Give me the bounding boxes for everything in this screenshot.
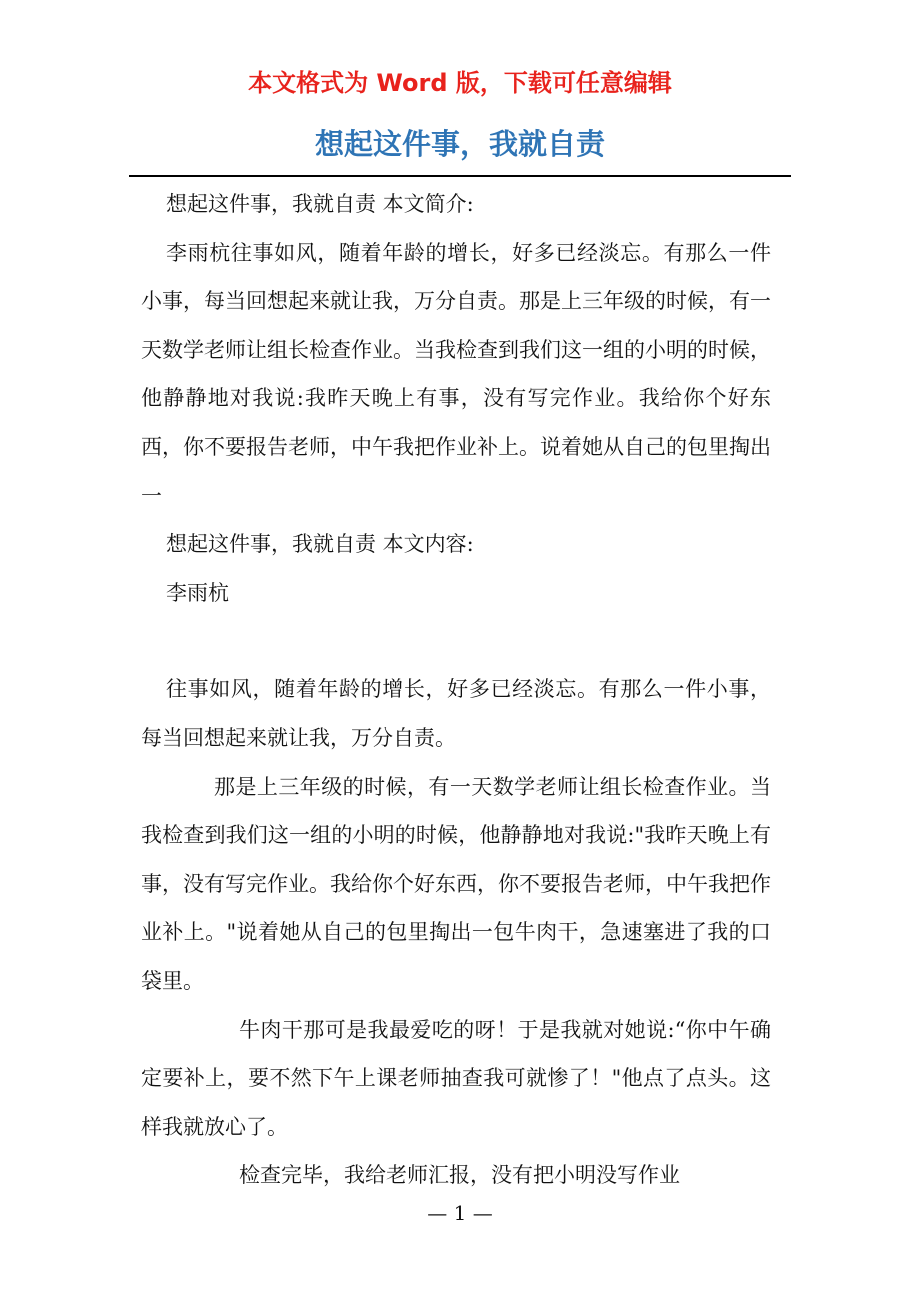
body-paragraph: 牛肉干那可是我最爱吃的呀！于是我就对她说:“你中午确定要补上，要不然下午上课老师抽查我可就惨了！"他点了点头。这样我就放心了。 — [141, 1017, 771, 1139]
body-paragraph: 检查完毕，我给老师汇报，没有把小明没写作业 — [239, 1163, 680, 1188]
content-heading: 想起这件事，我就自责 本文内容: — [166, 532, 474, 557]
page-number: — 1 — — [427, 1201, 493, 1225]
format-notice-banner: 本文格式为 Word 版，下载可任意编辑 — [248, 69, 672, 97]
body-paragraph: 往事如风，随着年龄的增长，好多已经淡忘。有那么一件小事，每当回想起来就让我，万分自责。 — [141, 677, 771, 750]
title-divider — [129, 175, 791, 177]
summary-heading: 想起这件事，我就自责 本文简介: — [166, 192, 474, 216]
summary-paragraph: 李雨杭往事如风，随着年龄的增长，好多已经淡忘。有那么一件小事，每当回想起来就让我，万分自责。那是上三年级的时候，有一天数学老师让组长检查作业。当我检查到我们这一组的小明的时候，他静静地对我说:我昨天晚上有事，没有写完作业。我给你个好东西，你不要报告老师，中午我把作业补上。说着她从自己的包里掏出一 — [141, 240, 771, 508]
paragraph-spacer — [141, 617, 771, 665]
author-name: 李雨杭 — [166, 580, 229, 605]
document-body — [141, 180, 771, 1200]
body-paragraph: 那是上三年级的时候，有一天数学老师让组长检查作业。当我检查到我们这一组的小明的时候，他静静地对我说:"我昨天晚上有事，没有写完作业。我给你个好东西，你不要报告老师，中午我把作业补上。"说着她从自己的包里掏出一包牛肉干，急速塞进了我的口袋里。 — [141, 774, 771, 993]
document-title: 想起这件事，我就自责 — [314, 127, 605, 161]
